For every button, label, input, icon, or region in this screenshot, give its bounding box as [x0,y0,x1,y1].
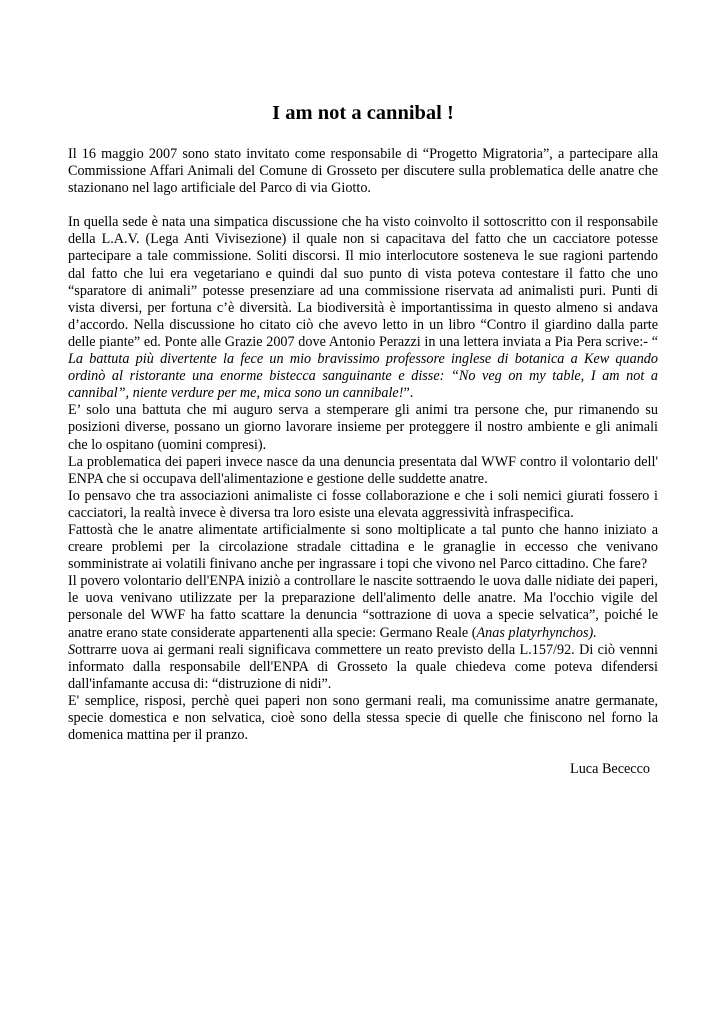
author-signature: Luca Bececco [570,761,650,778]
paragraph-conclusion: E' semplice, risposi, perchè quei paperi non sono germani reali, ma comunissime anatre germanate, specie domestica e non selvatica, cioè sono della stessa specie di quelle che finiscono nel forno la domenica mattina per il pranzo. [68,692,658,744]
species-name: Anas platyrhynchos). [476,624,597,641]
paragraph-volunteer-text: Il povero volontario dell'ENPA iniziò a controllare le nascite sottraendo le uova dalle nidiate dei paperi, le uova venivano utilizzate per la preparazione dell'alimento delle anatre. Ma l'occhio vigile del personale del WWF ha fatto scattare la denuncia “sottrazione di uova a specie selvatica”, poiché le anatre erano state considerate appartenenti alla specie: Germano Reale ( [68,573,658,641]
paragraph-problem: La problematica dei paperi invece nasce da una denuncia presentata dal WWF contro il volontario dell' ENPA che si occupava dell'alimentazione e gestione delle suddette anatre. [68,453,658,487]
paragraph-discussion-text: In quella sede è nata una simpatica discussione che ha visto coinvolto il sottoscritto con il responsabile della L.A.V. (Lega Anti Vivisezione) il quale non si capacitava del fatto che un cacciatore potesse partecipare a tale commissione. Soliti discorsi. Il mio interlocutore sosteneva le sue ragioni partendo dal fatto che lui era vegetariano e quindi dal suo punto di vista poteva contestare il fatto che uno “sparatore di animali” potesse presenziare ad una commissione riservata ad animalisti puri. Punti di vista diversi, per fortuna c’è diversità. La biodiversità è importantissima in questo almeno si andava d’accordo. Nella discussione ho citato ciò che avevo letto in un libro “Contro il giardino dalla parte delle piante” ed. Ponte alle Grazie 2007 dove Antonio Perazzi in una lettera inviata a Pia Pera scrive:- “ [68,214,658,350]
paragraph-joke: E’ solo una battuta che mi auguro serva a stemperare gli animi tra persone che, pur rimanendo su posizioni diverse, possano un giorno lavorare insieme per proteggere il nostro ambiente e gli animali che lo ospitano (uomini compresi). [68,402,658,453]
paragraph-discussion [68,214,658,402]
paragraph-associations: Io pensavo che tra associazioni animaliste ci fosse collaborazione e che i soli nemici giurati fossero i cacciatori, la realtà invece è diversa tra loro esiste una elevata aggressività infraspecifica. [68,487,658,521]
paragraph-intro: Il 16 maggio 2007 sono stato invitato come responsabile di “Progetto Migratoria”, a partecipare alla Commissione Affari Animali del Comune di Grosseto per discutere sulla problematica delle anatre che stazionano nel lago artificiale del Parco di via Giotto. [68,146,658,197]
quote-text: La battuta più divertente la fece un mio bravissimo professore inglese di botanica a Kew quando ordinò al ristorante una enorme bistecca sanguinante e disse: “No veg on my table, I am not a cannibal”, niente verdure per me, mica sono un cannibale! [68,351,658,402]
paragraph-law [68,642,658,693]
paragraph-spacer [68,197,658,214]
quote-close: ”. [403,385,414,402]
document-page [68,100,658,778]
paragraph-ducks: Fattostà che le anatre alimentate artificialmente si sono moltiplicate a tal punto che hanno iniziato a creare problemi per la circolazione stradale cittadina e le granaglie in eccesso che venivano somministrate ai volatili finivano anche per ingrassare i topi che vivono nel Parco cittadino. Che fare? [68,521,658,573]
paragraph-law-text: ottrarre uova ai germani reali significava commettere un reato previsto della L.157/92. Di ciò vennni informato dalla responsabile dell'ENPA di Grosseto la quale chiedeva come poteva difendersi dall'infamante accusa di: “distruzione di nidi”. [68,641,658,692]
document-title: I am not a cannibal ! [272,102,454,124]
paragraph-law-initial: S [68,641,76,658]
paragraph-volunteer [68,573,658,641]
